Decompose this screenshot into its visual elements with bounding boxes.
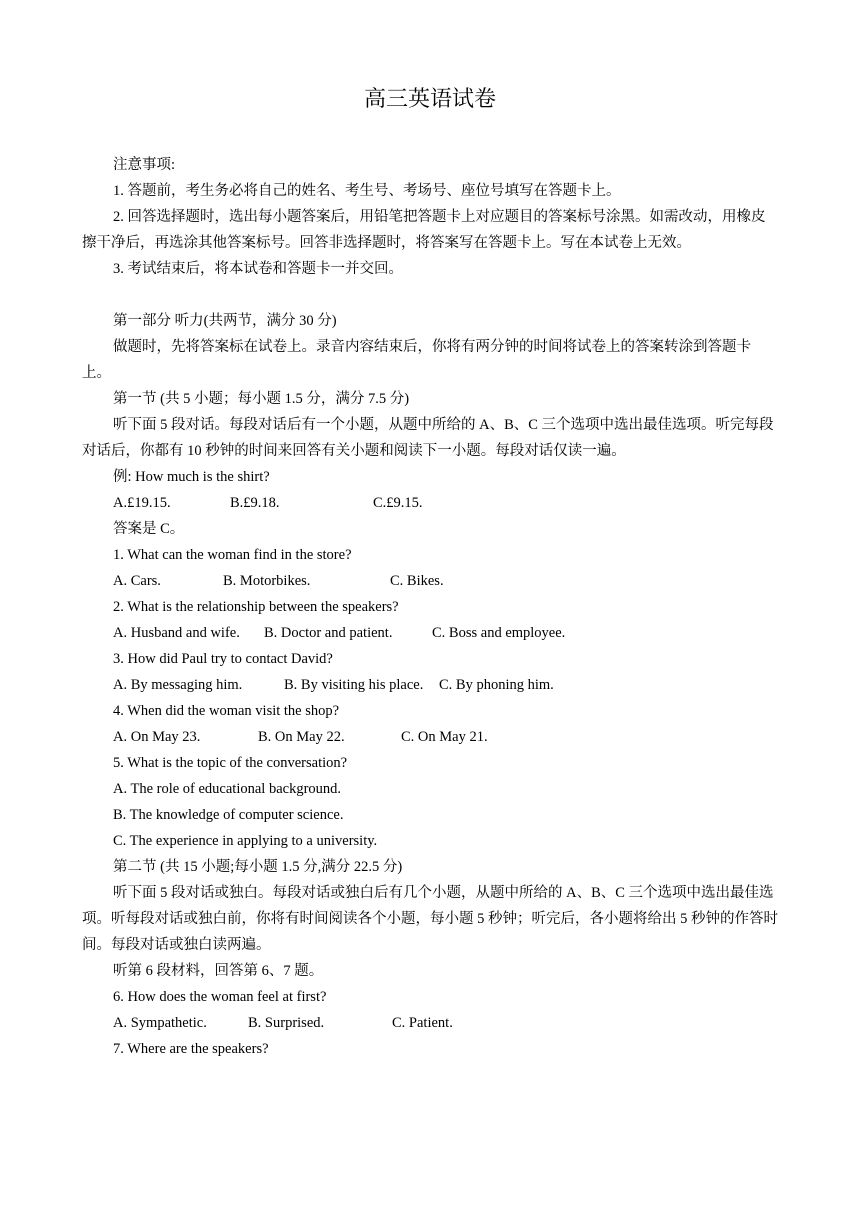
notice-item: 1. 答题前，考生务必将自己的姓名、考生号、考场号、座位号填写在答题卡上。 (113, 183, 621, 199)
option-b: B. The knowledge of computer science. (113, 807, 344, 823)
option-b: B. Surprised. (248, 1015, 325, 1031)
option-c: C. Patient. (392, 1015, 453, 1031)
question-6-options (82, 1010, 778, 1036)
option-b: B. On May 22. (258, 729, 345, 745)
option-b: B. By visiting his place. (284, 677, 424, 693)
section2-heading: 第二节 (共 15 小题;每小题 1.5 分,满分 22.5 分) (113, 859, 403, 875)
option-c: C. Boss and employee. (432, 625, 566, 641)
example-question: 例: How much is the shirt? (113, 469, 270, 485)
question-7: 7. Where are the speakers? (113, 1041, 269, 1057)
page-title: 高三英语试卷 (363, 86, 496, 111)
section1-instruction: 听下面 5 段对话。每段对话后有一个小题，从题中所给的 A、B、C 三个选项中选出最佳选项。听完每段对话后，你都有 10 秒钟的时间来回答有关小题和阅读下一小题。每段对话仅读一遍。 (82, 417, 774, 459)
option-b: B. Doctor and patient. (264, 625, 393, 641)
question-3-options (82, 672, 778, 698)
question-5: 5. What is the topic of the conversation? (113, 755, 348, 771)
option-b: B.£9.18. (230, 495, 280, 511)
section1-heading: 第一节 (共 5 小题；每小题 1.5 分，满分 7.5 分) (113, 391, 410, 407)
section2-instruction: 听下面 5 段对话或独白。每段对话或独白后有几个小题，从题中所给的 A、B、C 三个选项中选出最佳选项。听每段对话或独白前，你将有时间阅读各个小题，每小题 5 秒钟；听完后，各小题将给出 5 秒钟的作答时间。每段对话或独白读两遍。 (82, 885, 778, 953)
option-a: A. The role of educational background. (113, 781, 342, 797)
option-c: C. Bikes. (390, 573, 444, 589)
part1-instruction: 做题时，先将答案标在试卷上。录音内容结束后，你将有两分钟的时间将试卷上的答案转涂到答题卡上。 (82, 339, 751, 381)
option-a: A. Sympathetic. (113, 1015, 207, 1031)
question-3: 3. How did Paul try to contact David? (113, 651, 333, 667)
question-2-options (82, 620, 778, 646)
question-6: 6. How does the woman feel at first? (113, 989, 327, 1005)
question-1-options (82, 568, 778, 594)
example-answer: 答案是 C。 (113, 521, 185, 537)
spacer (82, 282, 778, 308)
option-a: A. On May 23. (113, 729, 201, 745)
notice-item: 3. 考试结束后，将本试卷和答题卡一并交回。 (113, 261, 403, 277)
option-a: A. By messaging him. (113, 677, 243, 693)
option-c: C. By phoning him. (439, 677, 554, 693)
option-a: A. Husband and wife. (113, 625, 240, 641)
option-c: C. The experience in applying to a university. (113, 833, 378, 849)
question-1: 1. What can the woman find in the store? (113, 547, 352, 563)
option-b: B. Motorbikes. (223, 573, 311, 589)
notice-item: 2. 回答选择题时，选出每小题答案后，用铅笔把答题卡上对应题目的答案标号涂黑。如需改动，用橡皮擦干净后，再选涂其他答案标号。回答非选择题时，将答案写在答题卡上。写在本试卷上无效。 (82, 209, 766, 251)
option-a: A.£19.15. (113, 495, 171, 511)
option-a: A. Cars. (113, 573, 161, 589)
option-c: C. On May 21. (401, 729, 488, 745)
question-4: 4. When did the woman visit the shop? (113, 703, 340, 719)
option-c: C.£9.15. (373, 495, 423, 511)
notice-heading: 注意事项: (113, 157, 176, 173)
part1-heading: 第一部分 听力(共两节，满分 30 分) (113, 313, 337, 329)
example-options (82, 490, 778, 516)
question-2: 2. What is the relationship between the speakers? (113, 599, 399, 615)
question-4-options (82, 724, 778, 750)
material-6-note: 听第 6 段材料，回答第 6、7 题。 (113, 963, 324, 979)
exam-content (82, 152, 778, 1062)
